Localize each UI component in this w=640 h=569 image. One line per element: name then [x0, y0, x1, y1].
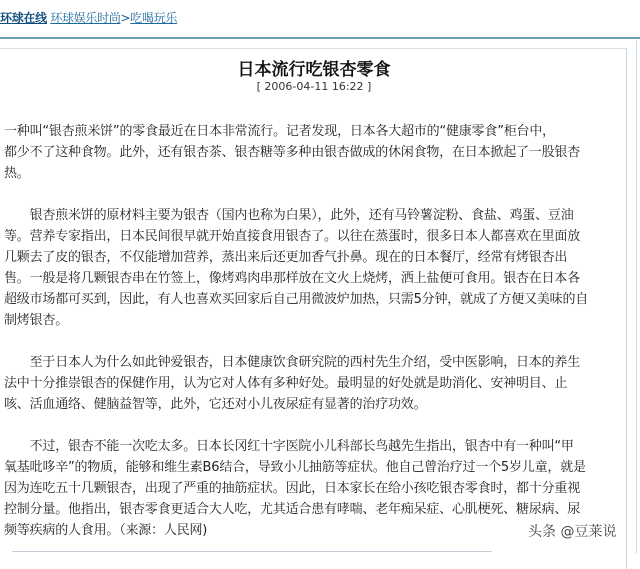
- paragraph-line: 制烤银杏。: [4, 313, 69, 328]
- paragraph-line: 超级市场都可买到，因此，有人也喜欢买回家后自己用微波炉加热，只需5分钟，就成了方便又美味的自: [4, 292, 589, 307]
- breadcrumb-separator: >: [120, 11, 131, 25]
- paragraph-line: 咳、活血通络、健脑益智等，此外，它还对小儿夜尿症有显著的治疗功效。: [4, 397, 427, 412]
- article-body: [4, 121, 624, 562]
- paragraph-line: 控制分量。他指出，银杏零食更适合大人吃，尤其适合患有哮喘、老年痴呆症、心肌梗死、糖尿病、尿: [4, 502, 581, 517]
- watermark: 头条 @豆莱说: [528, 524, 617, 540]
- paragraph-line: 不过，银杏不能一次吃太多。日本长冈红十字医院小儿科部长鸟越先生指出，银杏中有一种叫“甲: [4, 439, 574, 454]
- paragraph-line: 氧基吡哆辛”的物质，能够和维生素B6结合，导致小儿抽筋等症状。他自己曾治疗过一个5岁儿童，就是: [4, 460, 586, 475]
- article-date: [ 2006-04-11 16:22 ]: [256, 80, 372, 93]
- article-paragraph: [4, 121, 624, 184]
- article-paragraph: [4, 352, 624, 415]
- paragraph-line: 因为连吃五十几颗银杏，出现了严重的抽筋症状。因此，日本家长在给小孩吃银杏零食时，都十分重视: [4, 481, 581, 496]
- paragraph-line: 都少不了这种食物。此外，还有银杏茶、银杏糖等多种由银杏做成的休闲食物，在日本掀起了一股银杏: [4, 145, 581, 160]
- article-paragraph: [4, 205, 624, 331]
- breadcrumb: [0, 9, 177, 26]
- breadcrumb-site-link[interactable]: 环球在线: [0, 11, 47, 25]
- paragraph-line: 热。: [4, 166, 30, 181]
- paragraph-line: 一种叫“银杏煎米饼”的零食最近在日本非常流行。记者发现，日本各大超市的“健康零食”柜台中，: [4, 124, 555, 139]
- header-divider: [0, 37, 640, 39]
- paragraph-line: 至于日本人为什么如此钟爱银杏，日本健康饮食研究院的西村先生介绍，受中医影响，日本的养生: [4, 355, 581, 370]
- article-title: 日本流行吃银杏零食: [237, 60, 391, 80]
- paragraph-line: 几颗去了皮的银杏，不仅能增加营养，蒸出来后还更加香气扑鼻。现在的日本餐厅，经常有烤银杏出: [4, 250, 568, 265]
- paragraph-line: 等。营养专家指出，日本民间很早就开始直接食用银杏了。以往在蒸蛋时，很多日本人都喜欢在里面放: [4, 229, 581, 244]
- right-border: [636, 40, 637, 554]
- paragraph-line: 法中十分推崇银杏的保健作用，认为它对人体有多种好处。最明显的好处就是助消化、安神明目、止: [4, 376, 568, 391]
- paragraph-line: 频等疾病的人食用。（来源：人民网): [4, 523, 208, 538]
- footer-divider: [12, 551, 492, 552]
- paragraph-line: 银杏煎米饼的原材料主要为银杏（国内也称为白果），此外，还有马铃薯淀粉、食盐、鸡蛋、豆油: [4, 208, 574, 223]
- breadcrumb-subsection-link[interactable]: 吃喝玩乐: [130, 11, 178, 25]
- paragraph-line: 售。一般是将几颗银杏串在竹签上，像烤鸡肉串那样放在文火上烧烤，洒上盐便可食用。银杏在日本各: [4, 271, 581, 286]
- breadcrumb-section-link[interactable]: 环球娱乐时尚: [50, 11, 121, 25]
